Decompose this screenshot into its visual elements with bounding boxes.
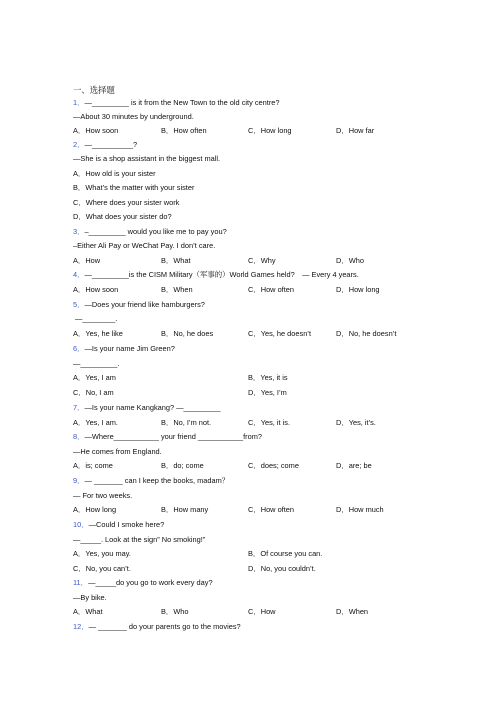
question-number: 11． bbox=[73, 578, 89, 587]
question-7-option-b[interactable]: B．No, I’m not. bbox=[161, 418, 212, 427]
question-text: —_____do you go to work every day? bbox=[88, 578, 213, 587]
question-5-stem bbox=[73, 300, 205, 310]
question-6-answer-line: —_________. bbox=[73, 359, 120, 368]
question-10-option-d[interactable]: D．No, you couldn’t. bbox=[248, 564, 316, 573]
question-text: —__________? bbox=[84, 140, 138, 149]
question-2-option-d[interactable]: D．What does your sister do? bbox=[73, 212, 172, 221]
question-11-option-b[interactable]: B．Who bbox=[161, 607, 189, 616]
question-8-option-b[interactable]: B．do; come bbox=[161, 461, 204, 470]
question-text: —Where___________ your friend ___________from? bbox=[84, 432, 263, 441]
question-4-stem bbox=[73, 270, 359, 280]
question-3-option-a[interactable]: A．How bbox=[73, 256, 101, 265]
question-text: –_________ would you like me to pay you? bbox=[84, 227, 227, 236]
question-6-option-a[interactable]: A．Yes, I am bbox=[73, 373, 116, 382]
question-5-option-c[interactable]: C．Yes, he doesn’t bbox=[248, 329, 311, 338]
question-9-option-a[interactable]: A．How long bbox=[73, 505, 117, 514]
question-4-option-a[interactable]: A．How soon bbox=[73, 285, 119, 294]
question-number: 2． bbox=[73, 140, 85, 149]
question-10-answer-line: —_____. Look at the sign” No smoking!” bbox=[73, 535, 206, 544]
question-5-option-b[interactable]: B．No, he does bbox=[161, 329, 214, 338]
question-text: — _______ do your parents go to the movies? bbox=[88, 622, 241, 631]
question-9-option-c[interactable]: C．How often bbox=[248, 505, 295, 514]
question-6-option-c[interactable]: C．No, I am bbox=[73, 388, 114, 397]
section-title: 一、选择题 bbox=[73, 85, 115, 95]
question-text: — _______ can I keep the books, madam？ bbox=[84, 476, 230, 485]
question-6-option-d[interactable]: D．Yes, I’m bbox=[248, 388, 287, 397]
question-2-stem bbox=[73, 140, 137, 150]
question-text: —Could I smoke here? bbox=[88, 520, 165, 529]
question-text: —_________is the CISM Military（军事的）World Games held? — Every 4 years. bbox=[84, 270, 359, 279]
question-7-option-d[interactable]: D．Yes, it’s. bbox=[336, 418, 376, 427]
question-2-answer-line: —She is a shop assistant in the biggest mall. bbox=[73, 154, 221, 163]
question-number: 1． bbox=[73, 98, 85, 107]
question-number: 6． bbox=[73, 344, 85, 353]
question-text: —_________ is it from the New Town to the old city centre? bbox=[84, 98, 280, 107]
question-10-option-c[interactable]: C．No, you can’t. bbox=[73, 564, 131, 573]
question-1-option-b[interactable]: B．How often bbox=[161, 126, 207, 135]
question-2-option-a[interactable]: A．How old is your sister bbox=[73, 169, 156, 178]
question-1-option-c[interactable]: C．How long bbox=[248, 126, 292, 135]
question-9-answer-line: — For two weeks. bbox=[73, 491, 133, 500]
question-2-option-c[interactable]: C．Where does your sister work bbox=[73, 198, 180, 207]
question-6-option-b[interactable]: B．Yes, it is bbox=[248, 373, 288, 382]
question-1-option-a[interactable]: A．How soon bbox=[73, 126, 119, 135]
question-5-option-a[interactable]: A．Yes, he like bbox=[73, 329, 123, 338]
question-11-option-c[interactable]: C．How bbox=[248, 607, 276, 616]
question-8-option-a[interactable]: A．is; come bbox=[73, 461, 113, 470]
question-10-stem bbox=[73, 520, 164, 530]
question-12-stem bbox=[73, 622, 241, 632]
question-3-option-d[interactable]: D．Who bbox=[336, 256, 364, 265]
question-4-option-b[interactable]: B．When bbox=[161, 285, 193, 294]
question-10-option-a[interactable]: A．Yes, you may. bbox=[73, 549, 131, 558]
question-9-option-b[interactable]: B．How many bbox=[161, 505, 209, 514]
question-3-option-c[interactable]: C．Why bbox=[248, 256, 276, 265]
question-1-option-d[interactable]: D．How far bbox=[336, 126, 375, 135]
question-6-stem bbox=[73, 344, 175, 354]
question-5-answer-line: —________. bbox=[75, 314, 118, 323]
question-text: —Is your name Jim Green? bbox=[84, 344, 175, 353]
question-8-option-d[interactable]: D．are; be bbox=[336, 461, 372, 470]
question-9-option-d[interactable]: D．How much bbox=[336, 505, 384, 514]
question-8-answer-line: —He comes from England. bbox=[73, 447, 162, 456]
question-1-stem bbox=[73, 98, 280, 108]
question-number: 10． bbox=[73, 520, 89, 529]
question-11-answer-line: —By bike. bbox=[73, 593, 107, 602]
question-8-option-c[interactable]: C．does; come bbox=[248, 461, 299, 470]
question-3-stem bbox=[73, 227, 227, 237]
question-8-stem bbox=[73, 432, 262, 442]
question-10-option-b[interactable]: B．Of course you can. bbox=[248, 549, 323, 558]
question-number: 9． bbox=[73, 476, 85, 485]
question-9-stem bbox=[73, 476, 229, 486]
question-4-option-d[interactable]: D．How long bbox=[336, 285, 380, 294]
question-4-option-c[interactable]: C．How often bbox=[248, 285, 295, 294]
question-number: 8． bbox=[73, 432, 85, 441]
question-7-option-a[interactable]: A．Yes, I am. bbox=[73, 418, 118, 427]
question-2-option-b[interactable]: B．What’s the matter with your sister bbox=[73, 183, 195, 192]
question-7-stem bbox=[73, 403, 221, 413]
question-5-option-d[interactable]: D．No, he doesn’t bbox=[336, 329, 397, 338]
question-number: 3． bbox=[73, 227, 85, 236]
question-11-option-a[interactable]: A．What bbox=[73, 607, 103, 616]
question-11-option-d[interactable]: D．When bbox=[336, 607, 369, 616]
question-number: 4． bbox=[73, 270, 85, 279]
question-number: 7． bbox=[73, 403, 85, 412]
question-7-option-c[interactable]: C．Yes, it is. bbox=[248, 418, 291, 427]
question-text: —Does your friend like hamburgers? bbox=[84, 300, 205, 309]
question-3-answer-line: –Either Ali Pay or WeChat Pay. I don’t care. bbox=[73, 241, 216, 250]
question-text: —Is your name Kangkang? —_________ bbox=[84, 403, 221, 412]
question-number: 12． bbox=[73, 622, 89, 631]
question-number: 5． bbox=[73, 300, 85, 309]
question-1-answer-line: —About 30 minutes by underground. bbox=[73, 112, 194, 121]
question-11-stem bbox=[73, 578, 213, 588]
question-3-option-b[interactable]: B．What bbox=[161, 256, 191, 265]
